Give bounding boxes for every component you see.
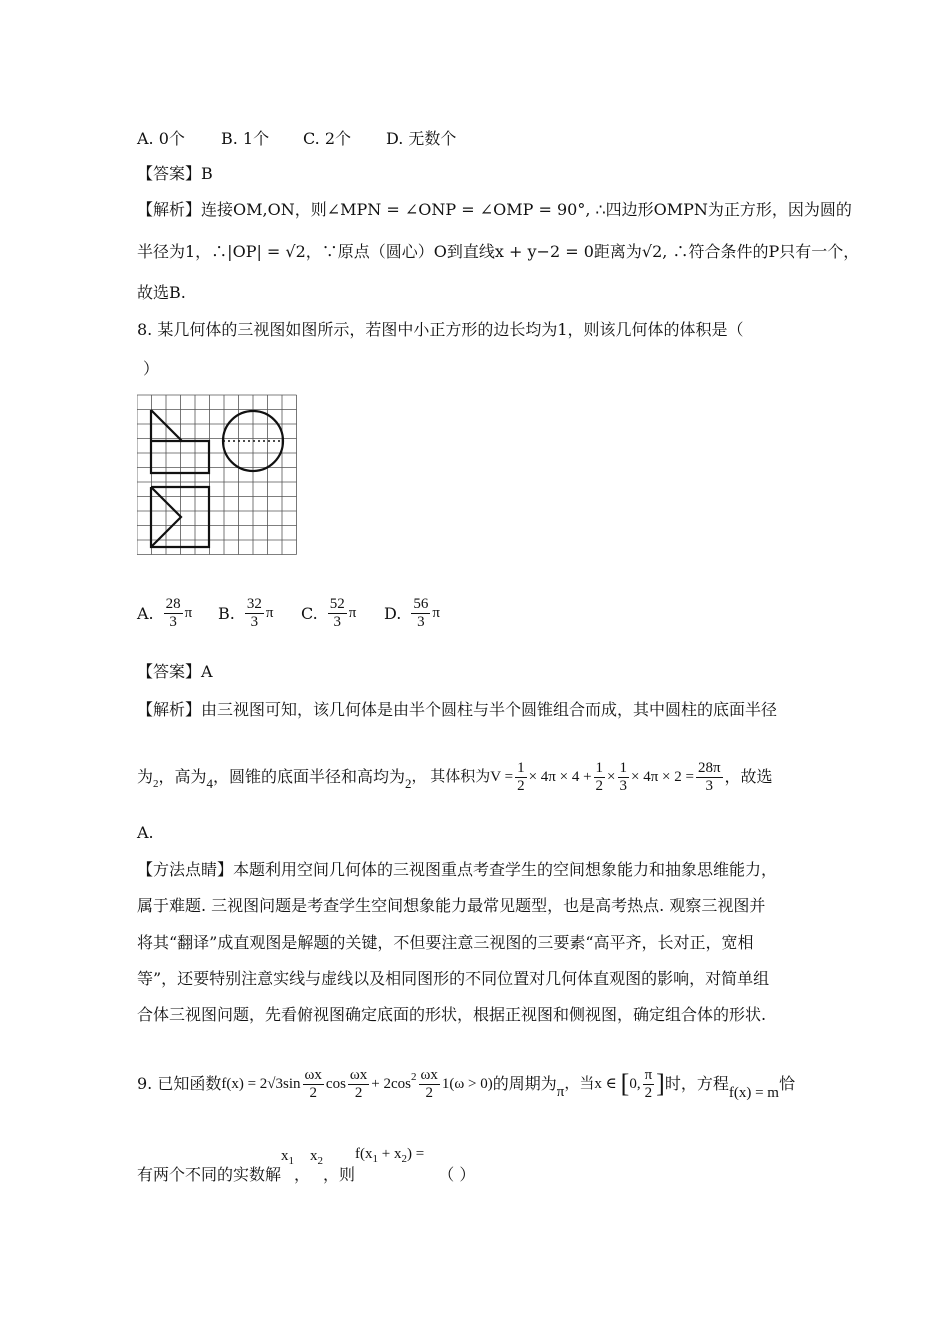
- text: ，故选: [724, 767, 773, 786]
- text: f(x: [355, 1146, 373, 1162]
- option-label: D.: [384, 604, 402, 623]
- option-b-8: [218, 596, 273, 631]
- text: f(x) = 2√3sin: [221, 1076, 301, 1092]
- pi-symbol: π: [265, 605, 274, 621]
- frac-den: 3: [333, 614, 342, 630]
- f-sum: [355, 1143, 424, 1170]
- period: π: [556, 1084, 565, 1100]
- text: 9. 已知函数: [137, 1074, 222, 1093]
- text: 有两个不同的实数解: [137, 1165, 282, 1184]
- text: × 4π × 2 =: [631, 769, 694, 785]
- text: 1(ω > 0): [441, 1076, 493, 1092]
- frac-den: 3: [619, 777, 627, 794]
- frac-num: 1: [517, 759, 525, 776]
- subscript: 1: [288, 1155, 295, 1167]
- question-9-line1: [137, 1062, 795, 1106]
- text: ，圆锥的底面半径和高均为: [213, 767, 406, 786]
- frac-den: 3: [417, 614, 425, 630]
- text: cos: [325, 1076, 346, 1092]
- answer-7: 【答案】B: [137, 164, 213, 183]
- method-line1: 【方法点睛】本题利用空间几何体的三视图重点考查学生的空间想象能力和抽象思维能力，: [137, 860, 778, 879]
- pi-symbol: π: [432, 605, 440, 621]
- text: ，高为: [158, 767, 207, 786]
- var: x: [310, 1148, 318, 1164]
- frac-num: 52: [329, 596, 345, 612]
- answer-8: 【答案】A: [137, 662, 213, 681]
- text: + x: [378, 1146, 402, 1162]
- text: 的周期为: [492, 1074, 557, 1093]
- method-line4: 等”，还要特别注意实线与虚线以及相同图形的不同位置对几何体直观图的影响，对简单组: [137, 969, 770, 988]
- subscript: 2: [401, 1153, 408, 1165]
- option-d-8: [384, 596, 440, 631]
- subscript: 2: [317, 1155, 324, 1167]
- x2: [310, 1145, 323, 1172]
- method-line3: 将其“翻译”成直观图是解题的关键，不但要注意三视图的三要素“高平齐，长对正，宽相: [137, 933, 754, 952]
- text: ×: [607, 769, 616, 785]
- height: 4: [206, 776, 214, 791]
- text: 为: [137, 767, 154, 786]
- frac-num: 1: [595, 759, 604, 776]
- option-label: B.: [218, 604, 235, 623]
- frac-den: 2: [644, 1084, 653, 1101]
- frac-num: 56: [413, 596, 429, 612]
- analysis-7-line1: 【解析】连接OM,ON，则∠MPN = ∠ONP = ∠OMP = 90°, ∴四边形OMPN为正方形，因为圆的: [137, 200, 852, 219]
- analysis-8-line1: 【解析】由三视图可知，该几何体是由半个圆柱与半个圆锥组合而成，其中圆柱的底面半径: [137, 700, 778, 719]
- frac-den: 2: [517, 777, 525, 794]
- three-view-figure: [137, 393, 297, 565]
- option-c-8: [301, 596, 356, 631]
- text: ， 其体积为V =: [411, 769, 514, 785]
- method-line5: 合体三视图问题，先看俯视图确定底面的形状，根据正视图和侧视图，确定组合体的形状.: [137, 1005, 767, 1024]
- option-d: D. 无数个: [386, 129, 457, 148]
- answer-paren: （ ）: [438, 1165, 476, 1184]
- option-a: A. 0个: [137, 129, 185, 148]
- text: + 2cos: [371, 1076, 412, 1092]
- text: ，: [294, 1165, 311, 1184]
- option-c: C. 2个: [303, 129, 352, 148]
- text: 0,: [629, 1076, 641, 1092]
- option-a-8: [137, 596, 192, 631]
- cone-radius: 2: [405, 776, 412, 791]
- frac-den: 3: [705, 777, 713, 794]
- frac-den: 2: [595, 777, 604, 794]
- subscript: 1: [372, 1153, 379, 1165]
- frac-num: ωx: [349, 1066, 368, 1083]
- pi-symbol: π: [348, 605, 357, 621]
- frac-den: 3: [169, 614, 177, 630]
- var: x: [281, 1148, 289, 1164]
- frac-num: ωx: [304, 1066, 322, 1083]
- analysis-8-line3: A.: [137, 823, 154, 842]
- equation: f(x) = m: [728, 1085, 779, 1101]
- text: ，当x ∈: [564, 1076, 617, 1092]
- text: 恰: [778, 1074, 795, 1093]
- frac-num: π: [644, 1066, 653, 1083]
- text: ) =: [407, 1146, 425, 1162]
- question-9-line2: [137, 1146, 475, 1186]
- analysis-7-line2: 半径为1，∴|OP| = √2，∵原点（圆心）O到直线x + y−2 = 0距离为√2, ∴符合条件的P只有一个，: [137, 242, 860, 261]
- frac-den: 3: [250, 614, 259, 630]
- question-8-stem: 8. 某几何体的三视图如图所示，若图中小正方形的边长均为1，则该几何体的体积是（: [137, 320, 744, 339]
- frac-num: 32: [246, 596, 262, 612]
- pi-symbol: π: [184, 605, 193, 621]
- analysis-7-line3: 故选B.: [137, 283, 186, 302]
- frac-num: ωx: [420, 1066, 438, 1083]
- method-line2: 属于难题. 三视图问题是考查学生空间想象能力最常见题型，也是高考热点. 观察三视图并: [137, 896, 766, 915]
- superscript: 2: [411, 1071, 417, 1083]
- frac-num: 1: [619, 759, 627, 776]
- bracket-open: [: [620, 1069, 630, 1098]
- frac-num: 28π: [697, 759, 721, 776]
- frac-den: 2: [425, 1084, 433, 1101]
- question-8-stem-end: ）: [143, 359, 160, 378]
- frac-num: 28: [165, 596, 181, 612]
- option-label: C.: [301, 604, 318, 623]
- text: ，则: [323, 1165, 356, 1184]
- x1: [281, 1145, 294, 1172]
- text: × 4π × 4 +: [528, 769, 592, 785]
- bracket-close: ]: [656, 1069, 665, 1098]
- option-b: B. 1个: [221, 129, 270, 148]
- option-label: A.: [137, 604, 154, 623]
- analysis-8-line2: [137, 755, 773, 799]
- frac-den: 2: [354, 1084, 363, 1101]
- radius: 2: [153, 778, 159, 790]
- frac-den: 2: [309, 1084, 317, 1101]
- text: 时，方程: [664, 1074, 729, 1093]
